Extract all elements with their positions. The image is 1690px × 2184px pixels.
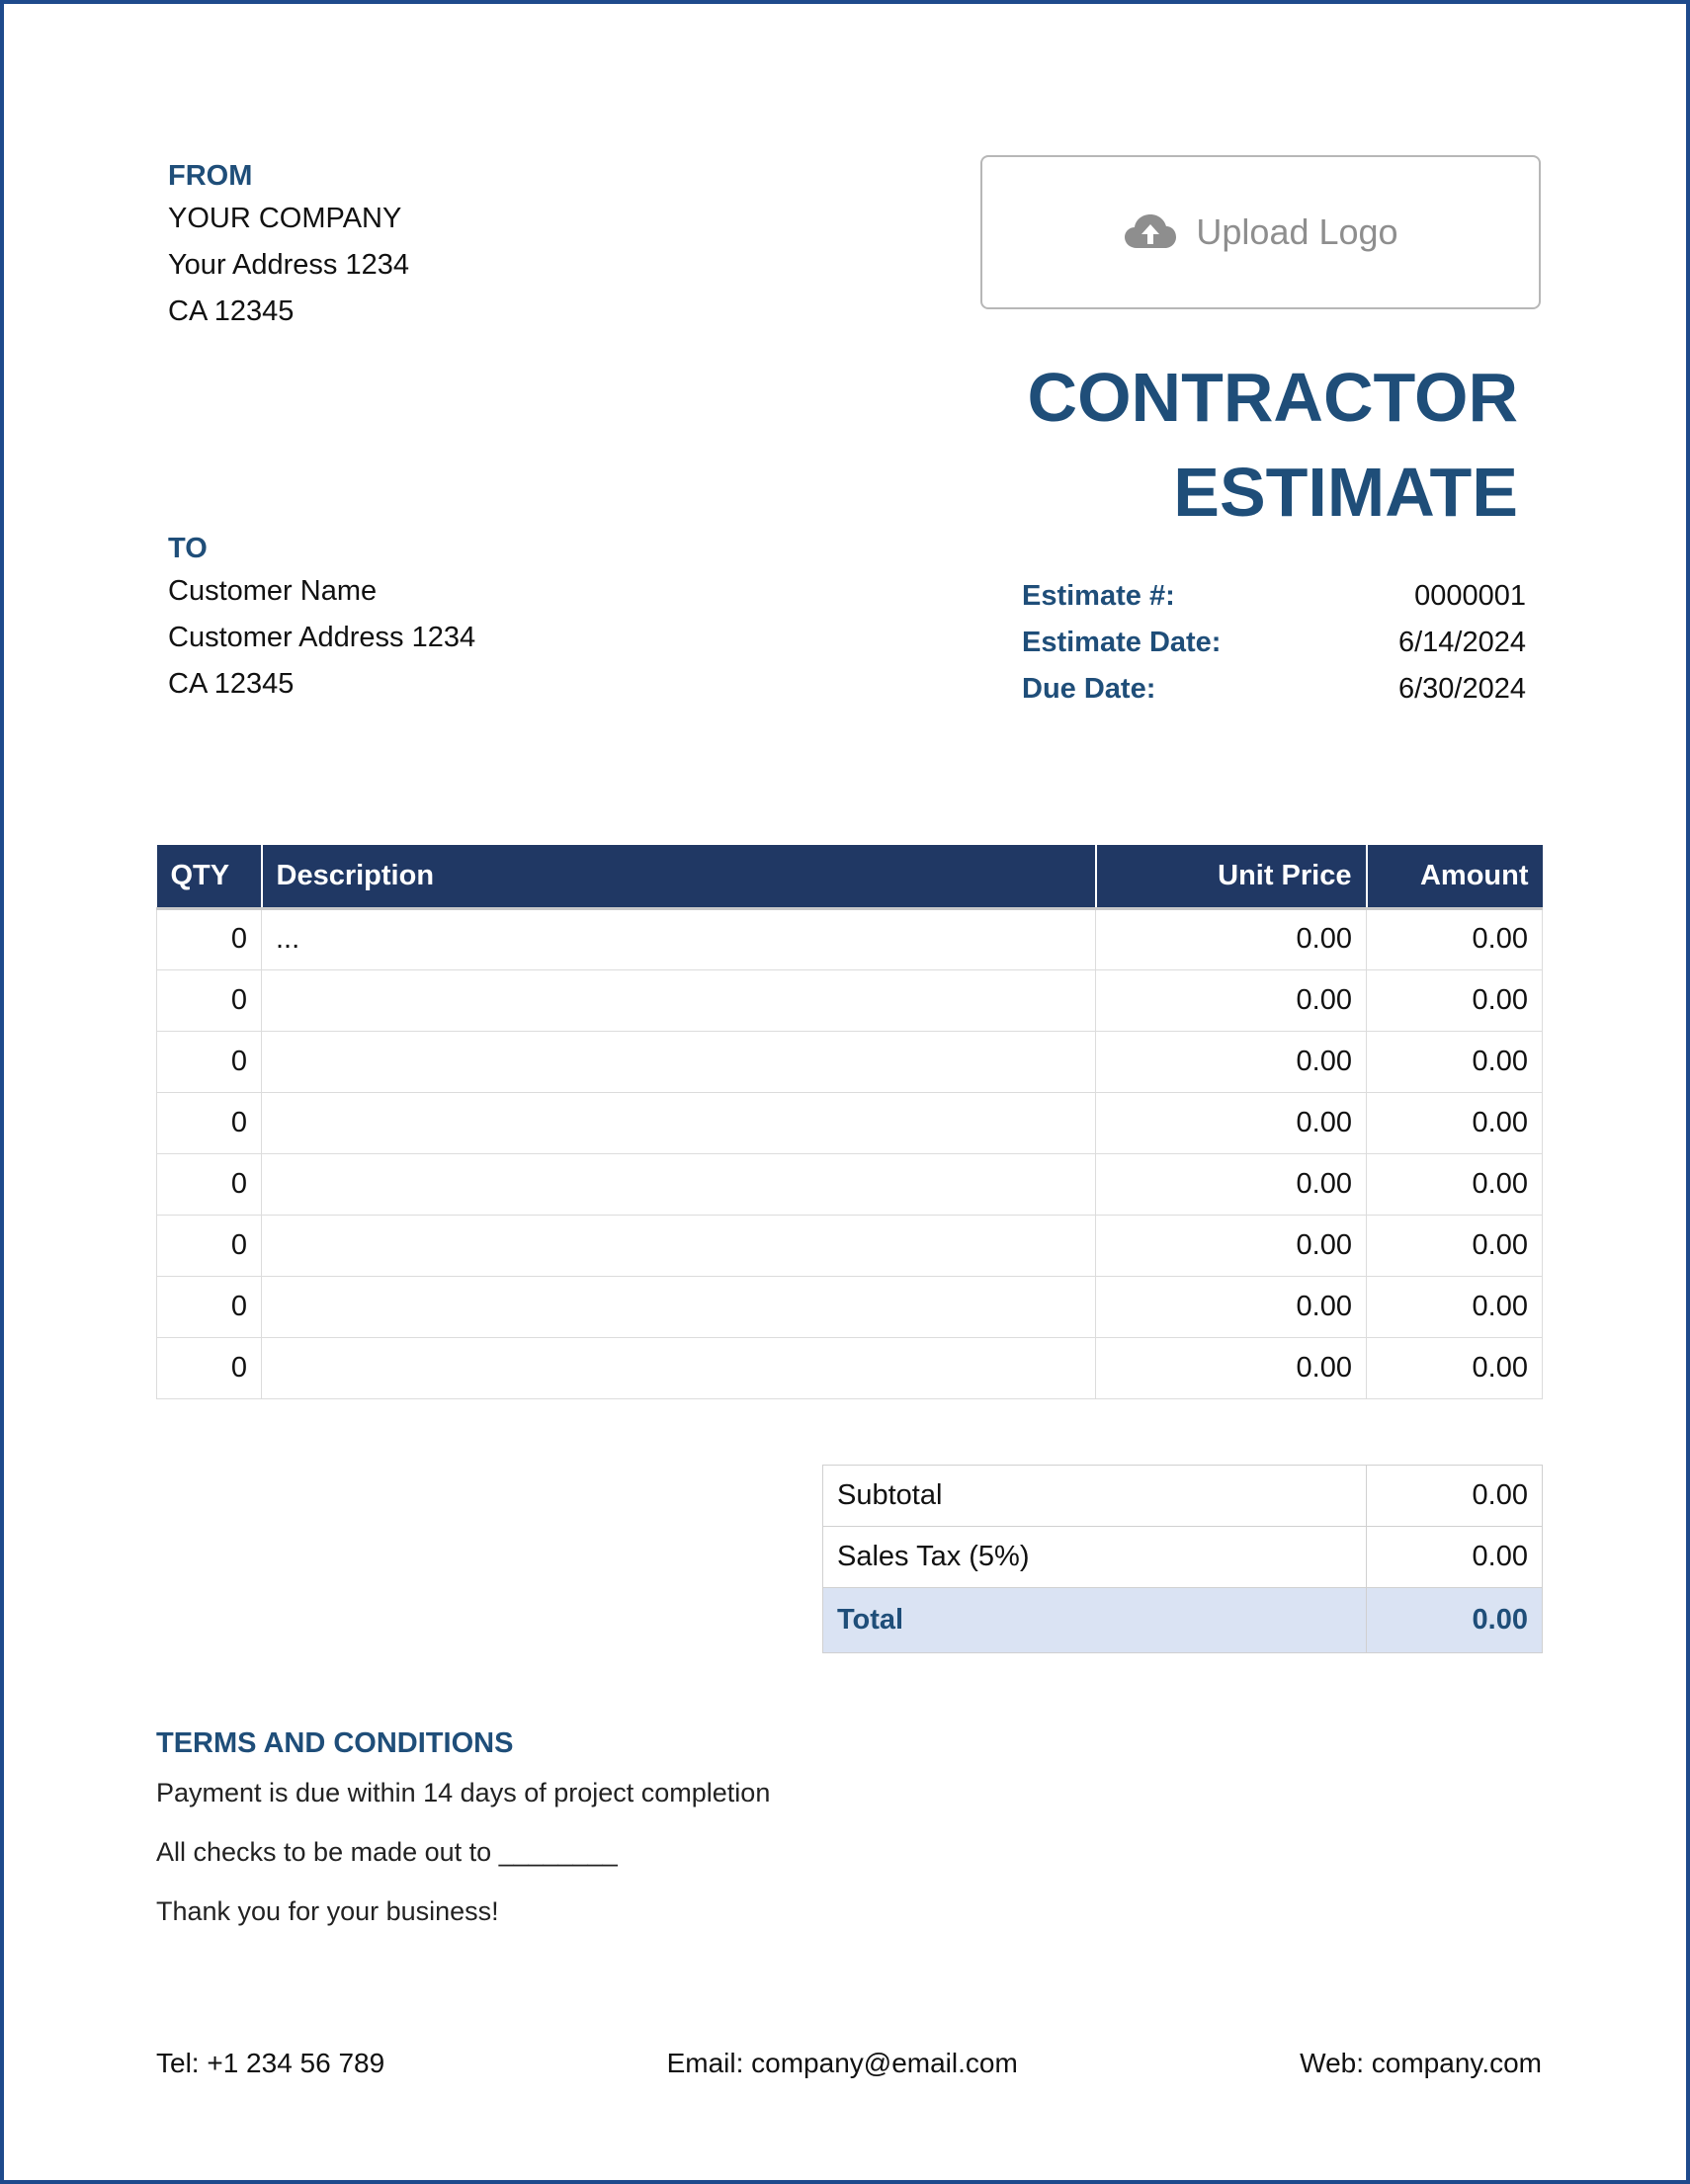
customer-name[interactable]: Customer Name: [168, 575, 378, 607]
footer: [156, 2048, 1542, 2079]
qty-cell[interactable]: 0: [157, 1276, 262, 1337]
unit-price-cell[interactable]: 0.00: [1096, 1276, 1367, 1337]
unit-price-cell[interactable]: 0.00: [1096, 1215, 1367, 1276]
meta-row-estimate-number: [1022, 573, 1526, 620]
qty-cell[interactable]: 0: [157, 1215, 262, 1276]
description-cell[interactable]: [262, 1153, 1096, 1215]
subtotal-row: [823, 1466, 1543, 1527]
amount-cell: 0.00: [1367, 908, 1543, 969]
terms-line[interactable]: All checks to be made out to ________: [156, 1837, 618, 1867]
from-heading: FROM: [168, 160, 253, 192]
customer-address[interactable]: Customer Address 1234: [168, 622, 476, 653]
footer-email[interactable]: Email: company@email.com: [666, 2048, 1018, 2078]
meta-key: Due Date:: [1022, 673, 1156, 705]
qty-cell[interactable]: 0: [157, 1092, 262, 1153]
qty-cell[interactable]: 0: [157, 1031, 262, 1092]
description-cell[interactable]: [262, 1215, 1096, 1276]
table-row: [157, 1031, 1543, 1092]
tax-row: [823, 1527, 1543, 1588]
footer-tel[interactable]: Tel: +1 234 56 789: [156, 2048, 385, 2078]
table-row: [157, 969, 1543, 1031]
estimate-date-value[interactable]: 6/14/2024: [1397, 627, 1526, 658]
description-cell[interactable]: [262, 1092, 1096, 1153]
description-cell[interactable]: ...: [262, 908, 1096, 969]
meta-row-due-date: [1022, 666, 1526, 713]
table-row: [157, 1092, 1543, 1153]
estimate-meta: [1022, 573, 1526, 713]
terms-line[interactable]: Thank you for your business!: [156, 1896, 499, 1926]
meta-key: Estimate Date:: [1022, 627, 1222, 658]
header-unit-price: Unit Price: [1096, 845, 1367, 908]
unit-price-cell[interactable]: 0.00: [1096, 1337, 1367, 1398]
upload-logo-button[interactable]: [980, 155, 1541, 309]
tax-label: Sales Tax (5%): [823, 1527, 1367, 1588]
table-row: [157, 908, 1543, 969]
unit-price-cell[interactable]: 0.00: [1096, 969, 1367, 1031]
amount-cell: 0.00: [1367, 1337, 1543, 1398]
footer-web[interactable]: Web: company.com: [1300, 2048, 1542, 2078]
from-city[interactable]: CA 12345: [168, 295, 295, 327]
header-qty: QTY: [157, 845, 262, 908]
meta-row-estimate-date: [1022, 620, 1526, 666]
terms-section: [156, 1723, 770, 1941]
description-cell[interactable]: [262, 969, 1096, 1031]
amount-cell: 0.00: [1367, 1031, 1543, 1092]
document-title: [1028, 350, 1518, 540]
table-row: [157, 1276, 1543, 1337]
title-line-2: ESTIMATE: [1173, 454, 1518, 531]
table-row: [157, 1215, 1543, 1276]
description-cell[interactable]: [262, 1276, 1096, 1337]
unit-price-cell[interactable]: 0.00: [1096, 1031, 1367, 1092]
tax-value: 0.00: [1367, 1527, 1543, 1588]
qty-cell[interactable]: 0: [157, 1153, 262, 1215]
header-description: Description: [262, 845, 1096, 908]
from-address[interactable]: Your Address 1234: [168, 249, 410, 281]
from-section: [168, 156, 409, 335]
from-company[interactable]: YOUR COMPANY: [168, 203, 402, 234]
unit-price-cell[interactable]: 0.00: [1096, 908, 1367, 969]
qty-cell[interactable]: 0: [157, 1337, 262, 1398]
total-value: 0.00: [1367, 1588, 1543, 1653]
description-cell[interactable]: [262, 1337, 1096, 1398]
amount-cell: 0.00: [1367, 1153, 1543, 1215]
title-line-1: CONTRACTOR: [1027, 359, 1518, 436]
amount-cell: 0.00: [1367, 969, 1543, 1031]
subtotal-label: Subtotal: [823, 1466, 1367, 1527]
line-items-table: [156, 845, 1543, 1399]
table-row: [157, 1337, 1543, 1398]
amount-cell: 0.00: [1367, 1276, 1543, 1337]
total-row: [823, 1588, 1543, 1653]
totals-table: [822, 1465, 1543, 1653]
unit-price-cell[interactable]: 0.00: [1096, 1153, 1367, 1215]
terms-line[interactable]: Payment is due within 14 days of project completion: [156, 1778, 771, 1807]
table-header-row: [157, 845, 1543, 908]
qty-cell[interactable]: 0: [157, 969, 262, 1031]
amount-cell: 0.00: [1367, 1215, 1543, 1276]
terms-heading: TERMS AND CONDITIONS: [156, 1727, 514, 1759]
qty-cell[interactable]: 0: [157, 908, 262, 969]
subtotal-value: 0.00: [1367, 1466, 1543, 1527]
to-section: [168, 529, 475, 708]
unit-price-cell[interactable]: 0.00: [1096, 1092, 1367, 1153]
amount-cell: 0.00: [1367, 1092, 1543, 1153]
meta-key: Estimate #:: [1022, 580, 1175, 612]
to-heading: TO: [168, 533, 208, 564]
customer-city[interactable]: CA 12345: [168, 668, 295, 700]
table-row: [157, 1153, 1543, 1215]
upload-logo-label: Upload Logo: [1196, 211, 1398, 252]
estimate-number-value[interactable]: 0000001: [1414, 580, 1526, 612]
description-cell[interactable]: [262, 1031, 1096, 1092]
total-label: Total: [823, 1588, 1367, 1653]
header-amount: Amount: [1367, 845, 1543, 908]
due-date-value[interactable]: 6/30/2024: [1397, 673, 1526, 705]
cloud-upload-icon: [1123, 212, 1178, 252]
